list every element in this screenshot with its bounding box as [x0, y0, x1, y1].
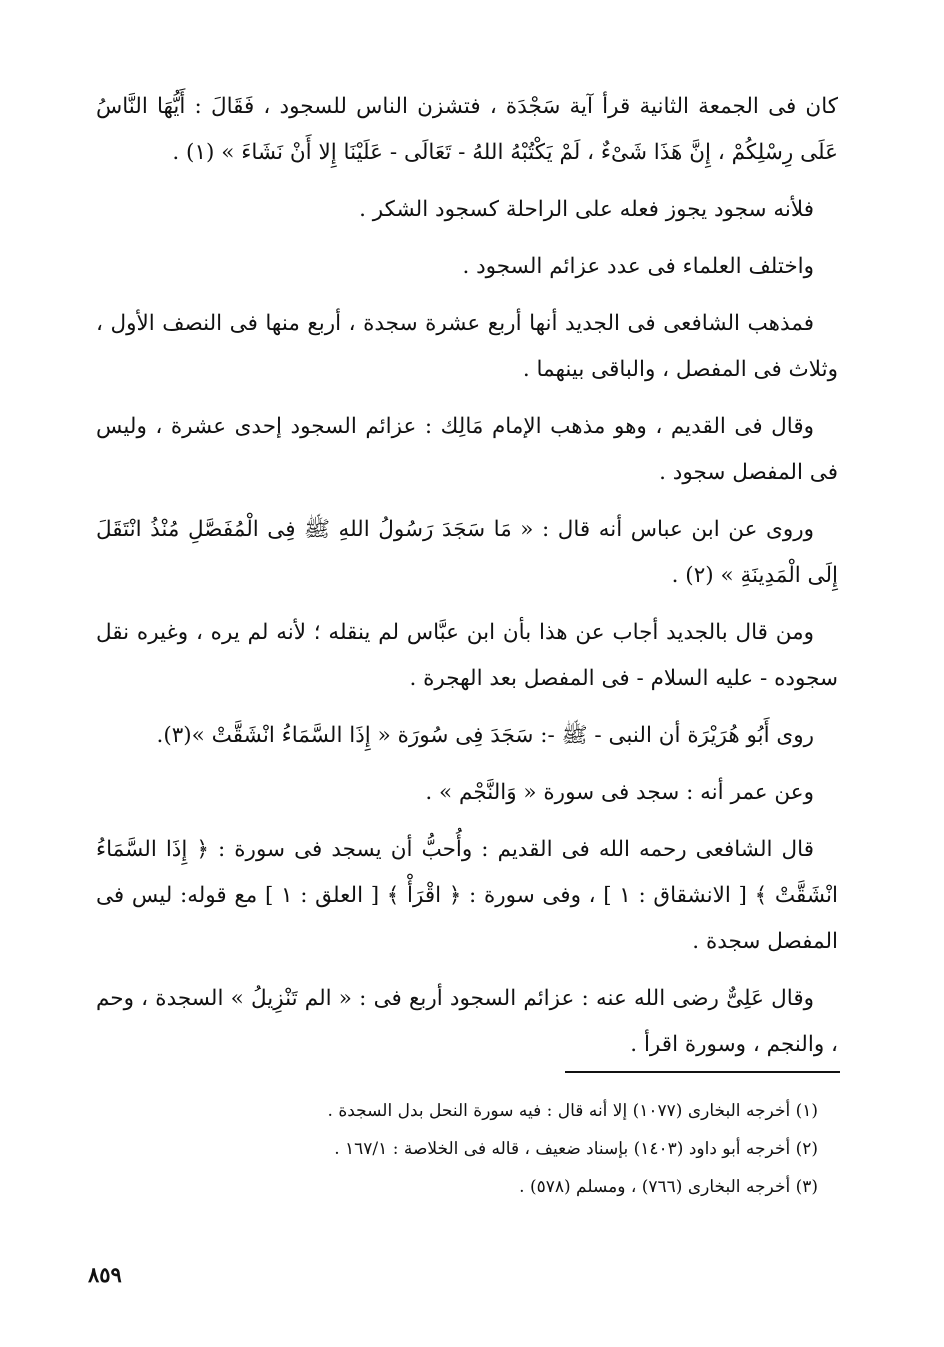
- paragraph: وعن عمر أنه : سجد فى سورة « وَالنَّجْم » .: [425, 780, 814, 805]
- paragraph: روى أَبُو هُرَيْرَة أن النبى - ﷺ -: سَجَدَ فِى سُورَة « إِذَا السَّمَاءُ انْشَقَّتْ »(٣).: [156, 723, 814, 748]
- footnote: (٢) أخرجه أبو داود (١٤٠٣) بإسناد ضعيف ، قاله فى الخلاصة : ١٦٧/١ .: [334, 1139, 818, 1159]
- body-text: [96, 84, 838, 1079]
- paragraph: ومن قال بالجديد أجاب عن هذا بأن ابن عبَّاس لم ينقله ؛ لأنه لم يره ، وغيره نقل سجوده - عليه السلام - فى المفصل بعد الهجرة .: [96, 620, 838, 691]
- footnote: (٣) أخرجه البخارى (٧٦٦) ، ومسلم (٥٧٨) .: [519, 1177, 818, 1197]
- footnotes: [96, 1092, 818, 1206]
- paragraph: وقال عَلِىٌّ رضى الله عنه : عزائم السجود أربع فى : « الم تَنْزِيلُ » السجدة ، وحم ، والنجم ، وسورة اقرأ .: [96, 986, 838, 1057]
- page-number: ٨٥٩: [88, 1262, 122, 1287]
- paragraph: وقال فى القديم ، وهو مذهب الإمام مَالِك : عزائم السجود إحدى عشرة ، وليس فى المفصل سجود .: [96, 414, 838, 485]
- paragraph: فلأنه سجود يجوز فعله على الراحلة كسجود الشكر .: [359, 197, 814, 222]
- paragraph: واختلف العلماء فى عدد عزائم السجود .: [462, 254, 814, 279]
- paragraph-continuation: كان فى الجمعة الثانية قرأ آية سَجْدَة ، فتشزن الناس للسجود ، فَقَالَ : أَيُّهَا النَّاسُ عَلَى رِسْلِكُمْ ، إِنَّ هَذَا شَىْءٌ ، لَمْ يَكْتُبْهُ اللهُ - تَعَالَى - عَلَيْنَا إِلا أَنْ نَشَاءَ » (١) .: [96, 94, 838, 165]
- paragraph: فمذهب الشافعى فى الجديد أنها أربع عشرة سجدة ، أربع منها فى النصف الأول ، وثلاث فى المفصل ، والباقى بينهما .: [96, 311, 838, 382]
- footnote: (١) أخرجه البخارى (١٠٧٧) إلا أنه قال : فيه سورة النحل بدل السجدة .: [327, 1101, 818, 1121]
- paragraph: وروى عن ابن عباس أنه قال : « مَا سَجَدَ رَسُولُ اللهِ ﷺ فِى الْمُفَصَّلِ مُنْذُ انْتَقَلَ إِلَى الْمَدِينَةِ » (٢) .: [96, 517, 838, 588]
- paragraph: قال الشافعى رحمه الله فى القديم : وأُحبُّ أن يسجد فى سورة : ﴿ إِذَا السَّمَاءُ انْشَقَّتْ ﴾ [ الانشقاق : ١ ] ، وفى سورة : ﴿ اقْرَأْ ﴾ [ العلق : ١ ] مع قوله: ليس فى المفصل سجدة .: [96, 837, 838, 954]
- footnote-divider: [565, 1071, 840, 1073]
